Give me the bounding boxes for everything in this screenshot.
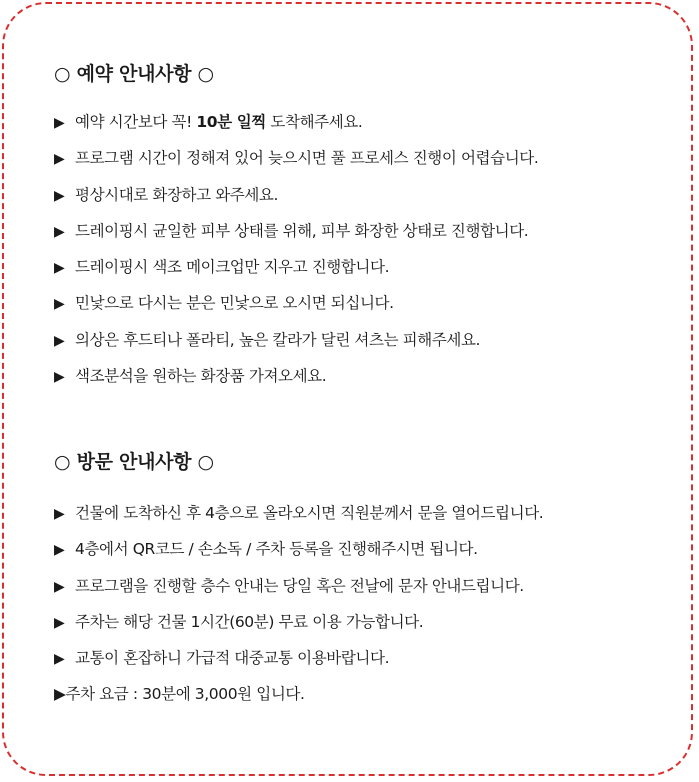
list-item-text: 교통이 혼잡하니 가급적 대중교통 이용바랍니다. — [75, 649, 390, 668]
list-item-text: 색조분석을 원하는 화장품 가져오세요. — [75, 367, 327, 386]
triangle-bullet-icon: ▶ — [54, 223, 65, 240]
list-item-text: 4층에서 QR코드 / 손소독 / 주차 등록을 진행해주시면 됩니다. — [75, 540, 478, 559]
list-item — [54, 501, 543, 537]
visit-notice-list — [54, 501, 543, 719]
triangle-bullet-icon: ▶ — [54, 187, 65, 204]
list-item-text: 주차는 해당 건물 1시간(60분) 무료 이용 가능합니다. — [75, 612, 424, 631]
list-item-text: 민낯으로 다시는 분은 민낯으로 오시면 되십니다. — [75, 294, 394, 313]
triangle-bullet-icon: ▶ — [54, 115, 65, 131]
list-item — [54, 574, 543, 610]
parking-fee-item — [54, 682, 543, 718]
triangle-bullet-icon: ▶ — [54, 296, 65, 313]
list-item-text: 프로그램 시간이 정해져 있어 늦으시면 풀 프로세스 진행이 어렵습니다. — [75, 149, 539, 168]
reservation-notice-title: ○ 예약 안내사항 ○ — [54, 63, 214, 85]
triangle-bullet-icon: ▶ — [54, 651, 65, 668]
list-item-text: 도착해주세요. — [265, 113, 363, 131]
list-item-text: 의상은 후드티나 폴라티, 높은 칼라가 달린 셔츠는 피해주세요. — [75, 330, 481, 349]
triangle-bullet-icon: ▶ — [54, 332, 65, 349]
triangle-bullet-icon: ▶ — [54, 578, 65, 595]
list-item-text: 프로그램을 진행할 층수 안내는 당일 혹은 전날에 문자 안내드립니다. — [75, 576, 524, 595]
triangle-bullet-icon: ▶ — [54, 506, 65, 522]
list-item — [54, 291, 538, 327]
list-item — [54, 328, 538, 364]
reservation-notice-list — [54, 110, 538, 400]
list-item — [54, 183, 538, 219]
list-item — [54, 646, 543, 682]
list-item — [54, 610, 543, 646]
parking-fee-text: ▶주차 요금 : 30분에 3,000원 입니다. — [54, 685, 305, 704]
triangle-bullet-icon: ▶ — [54, 369, 65, 386]
list-item-text: 드레이핑시 균일한 피부 상태를 위해, 피부 화장한 상태로 진행합니다. — [75, 221, 529, 240]
list-item-text: 드레이핑시 색조 메이크업만 지우고 진행합니다. — [75, 258, 390, 277]
triangle-bullet-icon: ▶ — [54, 260, 65, 277]
list-item-text: 평상시대로 화장하고 와주세요. — [75, 185, 279, 204]
list-item-text: 건물에 도착하신 후 4층으로 올라오시면 직원분께서 문을 열어드립니다. — [75, 504, 544, 522]
list-item-text: 예약 시간보다 꼭! — [75, 113, 197, 131]
list-item — [54, 219, 538, 255]
list-item — [54, 146, 538, 182]
visit-notice-title: ○ 방문 안내사항 ○ — [54, 451, 214, 473]
emphasis-text: 10분 일찍 — [196, 113, 266, 131]
list-item — [54, 537, 543, 573]
list-item — [54, 364, 538, 400]
triangle-bullet-icon: ▶ — [54, 151, 65, 168]
notice-card — [2, 2, 693, 776]
list-item — [54, 255, 538, 291]
triangle-bullet-icon: ▶ — [54, 614, 65, 631]
list-item — [54, 110, 538, 146]
triangle-bullet-icon: ▶ — [54, 542, 65, 559]
